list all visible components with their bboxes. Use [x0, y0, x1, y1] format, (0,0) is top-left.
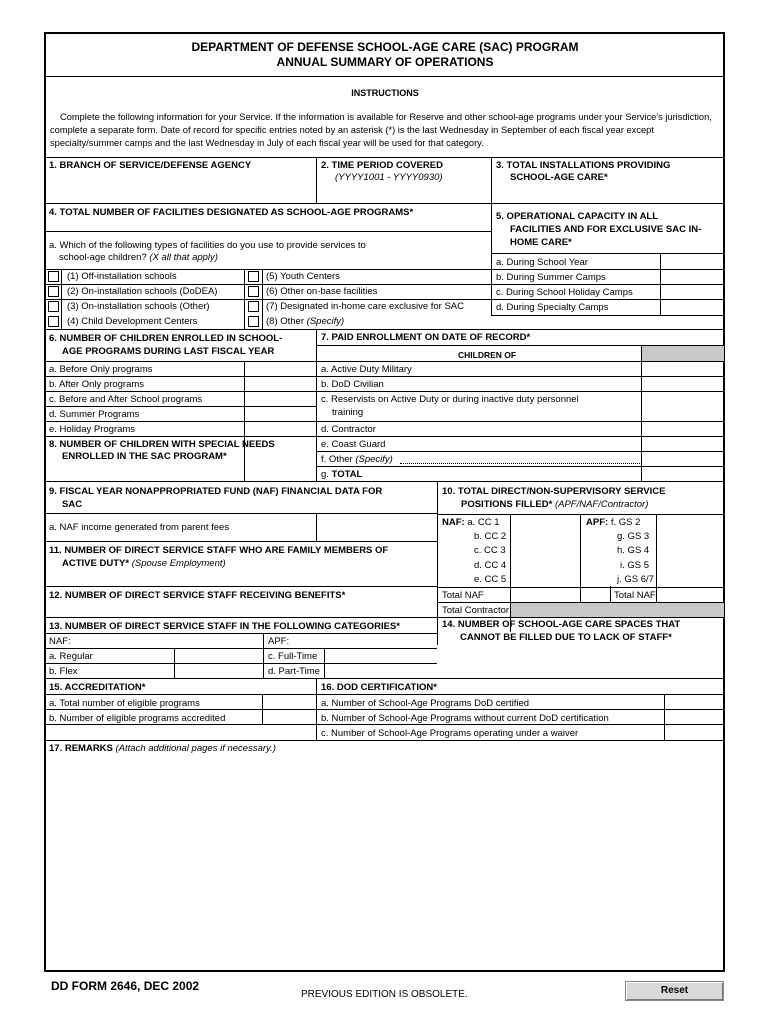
s7-f: f. Other (Specify)	[321, 454, 393, 465]
divider	[491, 315, 724, 316]
s7-d: d. Contractor	[321, 424, 376, 435]
s10-total-naf-left: Total NAF	[442, 590, 484, 601]
checkbox-other-specify[interactable]	[248, 316, 259, 327]
paid-reservists-field[interactable]	[642, 392, 723, 420]
paid-total-field[interactable]	[642, 467, 723, 480]
s1-label: 1. BRANCH OF SERVICE/DEFENSE AGENCY	[49, 160, 252, 171]
s10-naf-cc5: e. CC 5	[474, 574, 507, 585]
capacity-specialty-field[interactable]	[661, 300, 723, 314]
form-id: DD FORM 2646, DEC 2002	[51, 979, 200, 993]
naf-regular-field[interactable]	[175, 649, 262, 662]
s4-option-1: (1) Off-installation schools	[67, 271, 177, 282]
divider	[45, 203, 724, 204]
s5-label-2: FACILITIES AND FOR EXCLUSIVE SAC IN-	[510, 224, 702, 235]
time-period-field[interactable]	[318, 185, 489, 202]
branch-of-service-field[interactable]	[47, 172, 314, 202]
apf-full-time-field[interactable]	[325, 649, 436, 662]
s7-b: b. DoD Civilian	[321, 379, 384, 390]
divider	[45, 541, 437, 542]
s16-b: b. Number of School-Age Programs without current DoD certification	[321, 713, 609, 724]
divider	[316, 157, 317, 203]
s4-option-6: (6) Other on-base facilities	[266, 286, 378, 297]
divider	[45, 376, 724, 377]
divider	[316, 724, 724, 725]
divider	[45, 617, 437, 618]
s15-label: 15. ACCREDITATION*	[49, 682, 146, 693]
s10-label-1: 10. TOTAL DIRECT/NON-SUPERVISORY SERVICE	[442, 486, 666, 497]
shaded-cell	[641, 346, 724, 361]
s13-label: 13. NUMBER OF DIRECT SERVICE STAFF IN THE FOLLOWING CATEGORIES*	[49, 621, 400, 632]
s9-label-1: 9. FISCAL YEAR NONAPPROPRIATED FUND (NAF) FINANCIAL DATA FOR	[49, 486, 383, 497]
divider	[437, 617, 724, 618]
paid-other-field[interactable]	[642, 452, 723, 465]
divider	[491, 157, 492, 203]
s5-a: a. During School Year	[496, 257, 588, 268]
checkbox-dodea-schools[interactable]	[48, 286, 59, 297]
s5-d: d. During Specialty Camps	[496, 302, 609, 313]
s6-e: e. Holiday Programs	[49, 424, 136, 435]
divider	[437, 481, 438, 645]
s8-label-1: 8. NUMBER OF CHILDREN WITH SPECIAL NEEDS	[49, 439, 275, 450]
divider	[610, 586, 611, 602]
enrolled-after-field[interactable]	[245, 377, 315, 390]
s10-apf-gs4: h. GS 4	[617, 545, 650, 556]
s12-label: 12. NUMBER OF DIRECT SERVICE STAFF RECEIVING BENEFITS*	[49, 590, 346, 601]
total-installations-field[interactable]	[493, 185, 722, 202]
eligible-programs-field[interactable]	[263, 695, 315, 708]
s7-c-1: c. Reservists on Active Duty or during inactive duty personnel	[321, 394, 579, 405]
checkbox-in-home-care[interactable]	[248, 301, 259, 312]
divider	[45, 76, 724, 77]
s5-c: c. During School Holiday Camps	[496, 287, 633, 298]
dod-certified-field[interactable]	[665, 695, 723, 708]
capacity-summer-field[interactable]	[661, 270, 723, 283]
checkbox-youth-centers[interactable]	[248, 271, 259, 282]
s10-total-naf-right: Total NAF	[614, 590, 656, 601]
s4-question-1: a. Which of the following types of facilities do you use to provide services to	[49, 240, 366, 251]
s14-label-1: 14. NUMBER OF SCHOOL-AGE CARE SPACES THAT	[442, 619, 681, 630]
enrolled-summer-field[interactable]	[245, 407, 315, 420]
divider	[45, 284, 491, 285]
paid-contractor-field[interactable]	[642, 422, 723, 435]
divider	[61, 269, 62, 329]
s6-b: b. After Only programs	[49, 379, 145, 390]
divider	[244, 269, 245, 329]
s10-total-contractor: Total Contractor	[442, 605, 510, 616]
s15-a: a. Total number of eligible programs	[49, 698, 200, 709]
s4-option-5: (5) Youth Centers	[266, 271, 340, 282]
s7-g: g. TOTAL	[321, 469, 363, 480]
divider	[400, 463, 640, 464]
s5-b: b. During Summer Camps	[496, 272, 606, 283]
divider	[45, 421, 724, 422]
divider	[45, 481, 724, 482]
s9-label-2: SAC	[62, 499, 83, 510]
s6-c: c. Before and After School programs	[49, 394, 203, 405]
enrolled-before-field[interactable]	[245, 362, 315, 375]
divider	[45, 329, 724, 330]
divider	[45, 361, 724, 362]
divider	[45, 633, 437, 634]
s5-label-3: HOME CARE*	[510, 237, 572, 248]
s3-label-2: SCHOOL-AGE CARE*	[510, 172, 608, 183]
special-needs-field[interactable]	[245, 437, 315, 480]
s7-sub: CHILDREN OF	[458, 350, 517, 360]
checkbox-child-development-centers[interactable]	[48, 316, 59, 327]
divider	[580, 514, 581, 602]
s4-option-7: (7) Designated in-home care exclusive for SAC	[266, 301, 465, 312]
s11-label-2: ACTIVE DUTY* (Spouse Employment)	[62, 558, 226, 569]
s7-e: e. Coast Guard	[321, 439, 386, 450]
accredited-programs-field[interactable]	[263, 710, 315, 723]
apf-part-time-field[interactable]	[325, 664, 436, 677]
family-members-field[interactable]	[330, 570, 436, 584]
s4-option-2: (2) On-installation schools (DoDEA)	[67, 286, 218, 297]
s16-label: 16. DOD CERTIFICATION*	[321, 682, 437, 693]
capacity-school-year-field[interactable]	[661, 254, 723, 268]
s13-c: c. Full-Time	[268, 651, 318, 662]
unfilled-spaces-field[interactable]	[438, 645, 723, 678]
capacity-holiday-field[interactable]	[661, 285, 723, 298]
s10-naf-cc4: d. CC 4	[474, 560, 507, 571]
s7-label: 7. PAID ENROLLMENT ON DATE OF RECORD*	[321, 332, 531, 343]
reset-button[interactable]: Reset	[625, 981, 724, 1001]
s15-b: b. Number of eligible programs accredited	[49, 713, 226, 724]
s6-label-2: AGE PROGRAMS DURING LAST FISCAL YEAR	[62, 346, 275, 357]
naf-flex-field[interactable]	[175, 664, 262, 677]
paid-coast-guard-field[interactable]	[642, 437, 723, 450]
s6-label-1: 6. NUMBER OF CHILDREN ENROLLED IN SCHOOL-	[49, 333, 283, 344]
divider	[45, 231, 491, 232]
divider	[316, 329, 317, 481]
s8-label-2: ENROLLED IN THE SAC PROGRAM*	[62, 451, 227, 462]
s17-label: 17. REMARKS (Attach additional pages if necessary.)	[49, 743, 276, 754]
divider	[45, 436, 724, 437]
s9-a: a. NAF income generated from parent fees	[49, 522, 230, 533]
s10-label-2: POSITIONS FILLED* (APF/NAF/Contractor)	[461, 499, 649, 510]
without-certification-field[interactable]	[665, 710, 723, 723]
s10-apf-gs5: i. GS 5	[620, 560, 650, 571]
s10-naf-cc1: NAF: a. CC 1	[442, 517, 500, 528]
divider	[262, 269, 263, 329]
checkbox-other-on-base[interactable]	[248, 286, 259, 297]
enrolled-before-after-field[interactable]	[245, 392, 315, 405]
s13-naf: NAF:	[49, 636, 71, 647]
checkbox-other-schools[interactable]	[48, 301, 59, 312]
s10-apf-gs2: APF: f. GS 2	[586, 517, 641, 528]
naf-income-field[interactable]	[317, 514, 436, 540]
paid-dod-civilian-field[interactable]	[642, 377, 723, 390]
shaded-cell	[511, 603, 724, 617]
under-waiver-field[interactable]	[665, 725, 723, 739]
s6-d: d. Summer Programs	[49, 409, 140, 420]
s16-a: a. Number of School-Age Programs DoD certified	[321, 698, 530, 709]
s10-naf-cc3: c. CC 3	[474, 545, 506, 556]
s13-b: b. Flex	[49, 666, 78, 677]
naf-positions-field[interactable]	[511, 515, 579, 586]
total-facilities-field[interactable]	[439, 205, 489, 230]
divider	[45, 269, 491, 270]
form-title-line2: ANNUAL SUMMARY OF OPERATIONS	[276, 55, 494, 69]
s7-a: a. Active Duty Military	[321, 364, 412, 375]
s13-apf: APF:	[268, 636, 290, 647]
benefits-field[interactable]	[364, 587, 436, 615]
s4-option-4: (4) Child Development Centers	[67, 316, 198, 327]
instructions-text: Complete the following information for your Service. If the information is available for Reserve and other school-age programs under your Service's jurisdiction, complete a separate form. Date of record for specific entries noted by an asterisk (*) is the last Wednesday in September of each fiscal year except specialty/summer camps and the last Wednesday in July of each fiscal year will be used for that category.	[50, 112, 712, 148]
divider	[45, 740, 724, 741]
instructions-heading: INSTRUCTIONS	[351, 88, 419, 98]
s11-label-1: 11. NUMBER OF DIRECT SERVICE STAFF WHO ARE FAMILY MEMBERS OF	[49, 545, 389, 556]
divider	[45, 299, 491, 300]
s4-option-8: (8) Other (Specify)	[266, 316, 345, 327]
divider	[45, 157, 724, 158]
paid-active-duty-field[interactable]	[642, 362, 723, 375]
s2-label: 2. TIME PERIOD COVERED	[321, 160, 443, 171]
s3-label-1: 3. TOTAL INSTALLATIONS PROVIDING	[496, 160, 671, 171]
s16-c: c. Number of School-Age Programs operating under a waiver	[321, 728, 579, 739]
enrolled-holiday-field[interactable]	[245, 422, 315, 435]
s13-d: d. Part-Time	[268, 666, 320, 677]
s10-naf-cc2: b. CC 2	[474, 531, 507, 542]
s4-question-2: school-age children? (X all that apply)	[59, 252, 218, 263]
divider	[45, 678, 724, 679]
obsolete-note: PREVIOUS EDITION IS OBSOLETE.	[301, 989, 468, 1000]
s4-label: 4. TOTAL NUMBER OF FACILITIES DESIGNATED AS SCHOOL-AGE PROGRAMS*	[49, 207, 414, 218]
s6-a: a. Before Only programs	[49, 364, 153, 375]
s4-option-3: (3) On-installation schools (Other)	[67, 301, 210, 312]
divider	[263, 633, 264, 678]
form-title-line1: DEPARTMENT OF DEFENSE SCHOOL-AGE CARE (SAC) PROGRAM	[191, 40, 579, 54]
s2-hint: (YYYY1001 - YYYY0930)	[335, 172, 443, 183]
s7-c-2: training	[332, 407, 364, 418]
s13-a: a. Regular	[49, 651, 93, 662]
divider	[45, 709, 724, 710]
s10-apf-gs67: j. GS 6/7	[617, 574, 654, 585]
divider	[437, 587, 724, 588]
apf-positions-field[interactable]	[657, 515, 723, 586]
s10-apf-gs3: g. GS 3	[617, 531, 650, 542]
remarks-field[interactable]	[47, 756, 723, 970]
divider	[45, 724, 316, 725]
s5-label-1: 5. OPERATIONAL CAPACITY IN ALL	[496, 211, 659, 222]
s14-label-2: CANNOT BE FILLED DUE TO LACK OF STAFF*	[460, 632, 672, 643]
divider	[45, 694, 724, 695]
checkbox-off-installation-schools[interactable]	[48, 271, 59, 282]
